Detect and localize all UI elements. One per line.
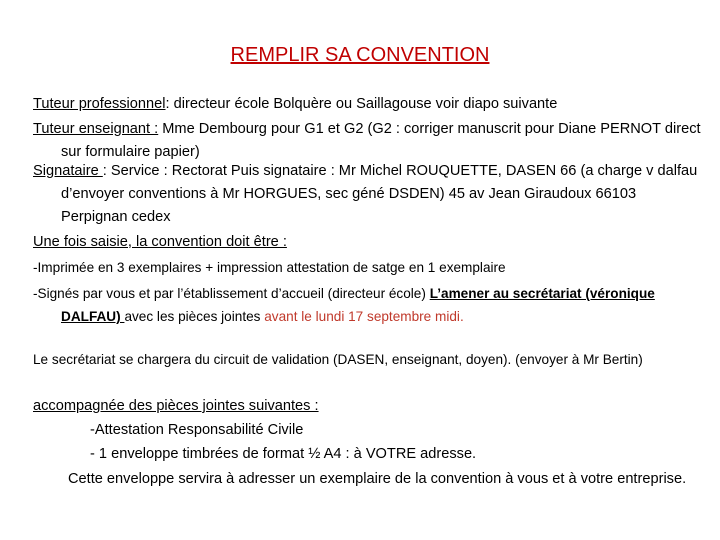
pieces-jointes-label: accompagnée des pièces jointes suivantes :: [33, 398, 319, 414]
page-title: REMPLIR SA CONVENTION: [230, 44, 490, 66]
signes-text: -Signés par vous et par l’établissement d’accueil (directeur école): [33, 286, 430, 301]
tuteur-enseignant-label: Tuteur enseignant :: [33, 121, 159, 137]
pieces-jointes-text: avec les pièces jointes: [124, 309, 265, 324]
enveloppe-note: Cette enveloppe servira à adresser un exemplaire de la convention à vous et à votre entreprise.: [68, 471, 687, 487]
deadline-text: avant le lundi 17 septembre midi.: [264, 309, 464, 324]
enveloppe-item: - 1 enveloppe timbrées de format ½ A4 : à VOTRE adresse.: [90, 446, 477, 462]
secretariat-paragraph: Le secrétariat se chargera du circuit de validation (DASEN, enseignant, doyen). (envoyer à Mr Bertin): [33, 352, 643, 367]
signataire-paragraph: [33, 160, 701, 229]
signataire-label: Signataire: [33, 163, 103, 179]
tuteur-professionnel-text: : directeur école Bolquère ou Saillagouse voir diapo suivante: [165, 96, 558, 112]
tuteur-professionnel-label: Tuteur professionnel: [33, 96, 166, 112]
convention-doit-etre-heading: [33, 231, 701, 254]
amener-secretariat-text: L’amener au secrétariat (véronique DALFAU): [61, 286, 655, 324]
tuteur-enseignant-paragraph: [33, 118, 701, 164]
tuteur-professionnel-line: [33, 93, 701, 116]
convention-doit-etre-label: Une fois saisie, la convention doit être :: [33, 234, 287, 250]
attestation-item: -Attestation Responsabilité Civile: [90, 422, 304, 438]
signataire-text: : Service : Rectorat Puis signataire : Mr Michel ROUQUETTE, DASEN 66 (a charge v dalfau d’envoyer conventions à Mr HORGUES, sec géné DSDEN) 45 av Jean Giraudoux 66103 Perpignan cedex: [61, 163, 698, 225]
tuteur-enseignant-text: Mme Dembourg pour G1 et G2 (G2 : corriger manuscrit pour Diane PERNOT direct sur formulaire papier): [61, 121, 701, 160]
pieces-jointes-heading: [33, 395, 701, 418]
imprimee-line: -Imprimée en 3 exemplaires + impression attestation de satge en 1 exemplaire: [33, 260, 506, 275]
signes-paragraph: [33, 282, 701, 328]
